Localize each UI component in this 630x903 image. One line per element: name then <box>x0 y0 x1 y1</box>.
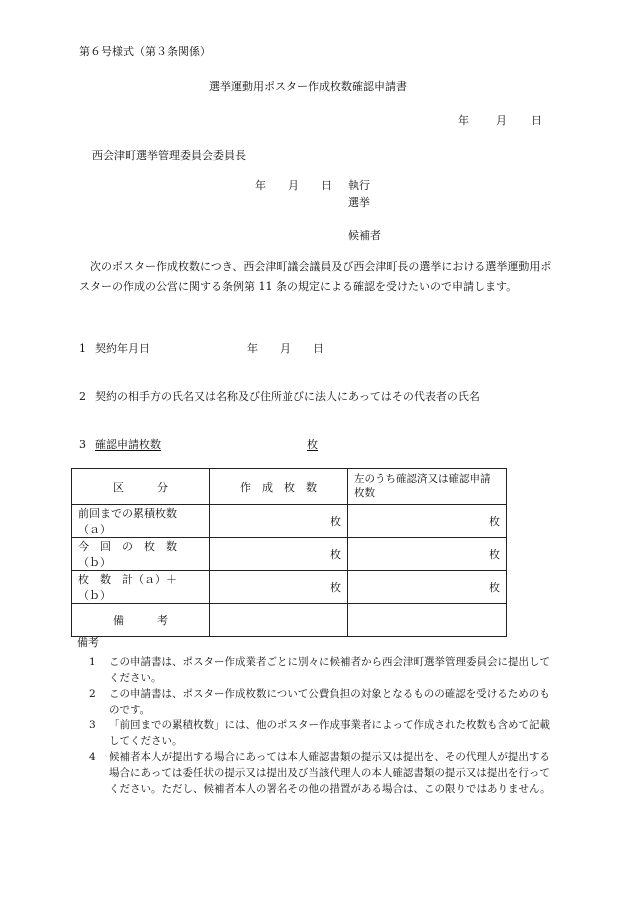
row-produced-cell <box>210 604 348 637</box>
row-produced-cell: 枚 <box>210 505 348 538</box>
item-1-number: 1 <box>79 342 86 355</box>
note-text: この申請書は、ポスター作成業者ごとに別々に候補者から西会津町選挙管理委員会に提出してください。 <box>109 656 550 684</box>
table-header-category: 区 分 <box>72 469 210 505</box>
item-3-label: 確認申請枚数 <box>95 438 161 451</box>
date-month-label: 月 <box>496 114 507 127</box>
table-header-confirmed: 左のうち確認済又は確認申請枚数 <box>348 469 507 505</box>
item-3-unit: 枚 <box>307 438 318 451</box>
note-number: 3 <box>89 719 96 731</box>
sign-date: 年 月 日 <box>255 179 332 192</box>
note-item <box>89 654 555 686</box>
row-confirmed-cell: 枚 <box>348 571 507 604</box>
sign-line1: 執行 <box>348 179 370 192</box>
row-label: 前回までの累積枚数（ａ） <box>72 505 210 538</box>
form-label: 第６号様式（第３条関係） <box>79 45 211 58</box>
body-paragraph: 次のポスター作成枚数につき、西会津町議会議員及び西会津町長の選挙における選挙運動用ポスターの作成の公営に関する条例第 11 条の規定による確認を受けたいので申請します。 <box>79 260 552 293</box>
notes-heading: 備考 <box>77 636 99 649</box>
table-header-row <box>72 469 507 505</box>
note-number: 2 <box>89 688 96 700</box>
table-header-produced: 作 成 枚 数 <box>210 469 348 505</box>
item-3-number: 3 <box>79 438 86 451</box>
note-number: 4 <box>89 751 96 763</box>
document-title: 選挙運動用ポスター作成枚数確認申請書 <box>209 80 407 93</box>
note-text: 「前回までの累積枚数」には、他のポスター作成事業者によって作成された枚数も含めて記載してください。 <box>109 719 550 747</box>
date-day-label: 日 <box>531 114 542 127</box>
note-item <box>89 749 555 797</box>
sign-line2: 選挙 <box>348 196 370 209</box>
table-row <box>72 505 507 538</box>
row-label: 今 回 の 枚 数（ｂ） <box>72 538 210 571</box>
sign-candidate: 候補者 <box>348 229 381 242</box>
row-produced-cell: 枚 <box>210 538 348 571</box>
row-produced-cell: 枚 <box>210 571 348 604</box>
item-1-label: 契約年月日 <box>95 342 150 355</box>
item-2-number: 2 <box>79 390 86 403</box>
table-row <box>72 604 507 637</box>
note-number: 1 <box>89 656 96 668</box>
table-row <box>72 538 507 571</box>
row-confirmed-cell: 枚 <box>348 505 507 538</box>
addressee: 西会津町選挙管理委員会委員長 <box>92 149 246 162</box>
row-label: 備 考 <box>72 604 210 637</box>
row-confirmed-cell <box>348 604 507 637</box>
item-2-label: 契約の相手方の氏名又は名称及び住所並びに法人にあってはその代表者の氏名 <box>95 390 480 403</box>
item-3-field <box>95 439 320 450</box>
item-1-date: 年 月 日 <box>247 342 324 355</box>
tally-table <box>71 468 507 637</box>
date-year-label: 年 <box>458 114 469 127</box>
note-item <box>89 686 555 718</box>
row-label: 枚 数 計（ａ）＋（ｂ） <box>72 571 210 604</box>
note-text: 候補者本人が提出する場合にあっては本人確認書類の提示又は提出を、その代理人が提出する場合にあっては委任状の提示又は提出及び当該代理人の本人確認書類の提示又は提出を行ってください。ただし、候補者本人の署名その他の措置がある場合は、この限りではありません。 <box>109 751 551 795</box>
row-confirmed-cell: 枚 <box>348 538 507 571</box>
table-row <box>72 571 507 604</box>
note-item <box>89 717 555 749</box>
note-text: この申請書は、ポスター作成枚数について公費負担の対象となるものの確認を受けるためのものです。 <box>109 688 550 716</box>
